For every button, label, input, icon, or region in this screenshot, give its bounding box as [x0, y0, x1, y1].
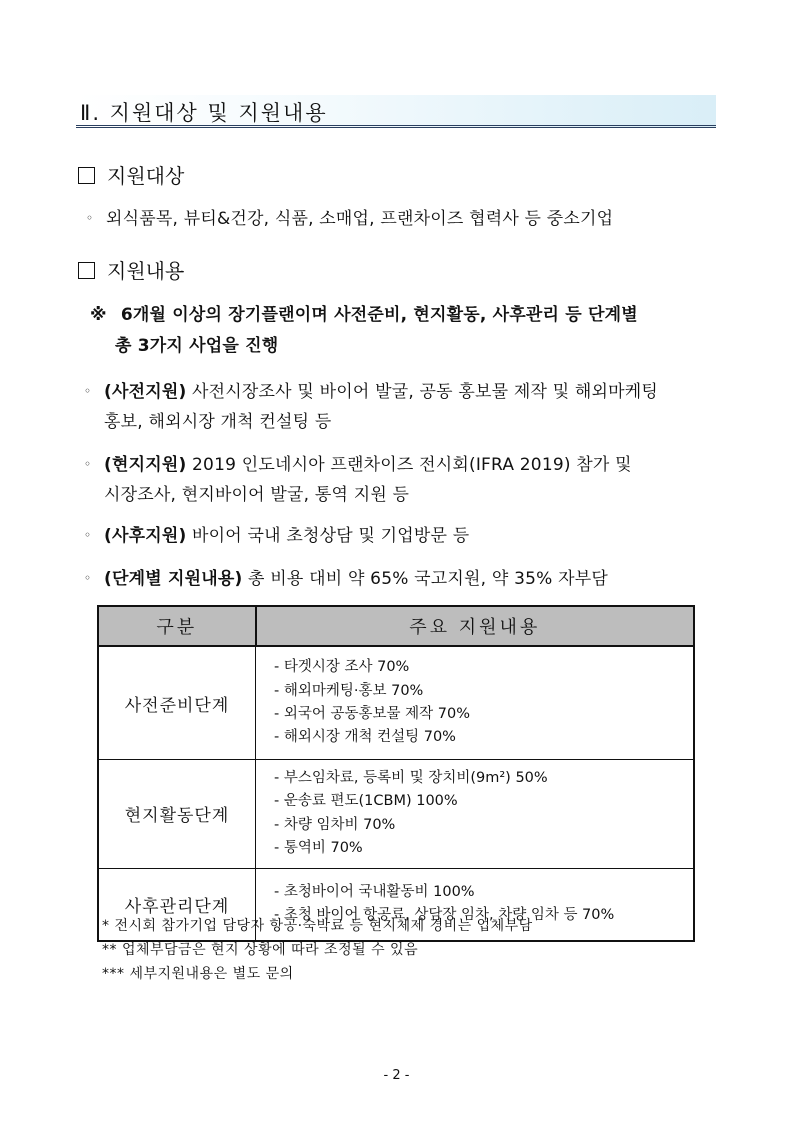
reference-mark: ※	[90, 305, 107, 325]
bullet-label: (사전지원)	[104, 382, 187, 402]
stage-cell: 사후관리단계	[98, 868, 256, 941]
bullet-text: 총 비용 대비 약 65% 국고지원, 약 35% 자부담	[242, 569, 608, 589]
bullet-icon: ◦	[84, 384, 92, 398]
targets-heading-text: 지원대상	[107, 164, 185, 188]
bullet-label: (사후지원)	[104, 526, 187, 546]
table-item: - 외국어 공동홍보물 제작 70%	[274, 706, 470, 722]
table-item: - 차량 임차비 70%	[274, 816, 396, 833]
list-item-continuation	[104, 480, 409, 505]
bullet-text: 시장조사, 현지바이어 발굴, 통역 지원 등	[104, 485, 410, 505]
table-row	[98, 760, 694, 869]
content-note-line2	[115, 331, 278, 356]
checkbox-icon	[78, 262, 95, 279]
bullet-label: (현지지원)	[104, 455, 187, 475]
table-item: - 초청 바이어 항공료, 상담장 임차, 차량 임차 등 70%	[274, 907, 615, 924]
bullet-icon: ◦	[84, 571, 92, 585]
table-item: - 통역비 70%	[274, 840, 363, 857]
bullet-icon: ◦	[84, 528, 92, 542]
support-table	[97, 605, 695, 942]
content-heading-text: 지원내용	[107, 259, 185, 283]
checkbox-icon	[78, 167, 95, 184]
note-text-1: 6개월 이상의 장기플랜이며 사전준비, 현지활동, 사후관리 등 단계별	[120, 305, 638, 325]
targets-item	[86, 204, 613, 229]
bullet-icon: ◦	[84, 457, 92, 471]
list-item	[84, 450, 632, 475]
bullet-text: 사전시장조사 및 바이어 발굴, 공동 홍보물 제작 및 해외마케팅	[186, 382, 659, 402]
content-heading	[78, 255, 184, 284]
table-header-row	[98, 606, 694, 646]
items-cell	[256, 646, 695, 760]
table-item: - 해외마케팅·홍보 70%	[274, 682, 424, 699]
footnote-1: * 전시회 참가기업 담당자 항공·숙박료 등 현지체제 경비는 업체부담	[102, 918, 533, 934]
stage-cell: 사전준비단계	[98, 646, 256, 760]
footnote-2: ** 업체부담금은 현지 상황에 따라 조정될 수 있음	[102, 942, 419, 958]
table-item: - 타겟시장 조사 70%	[274, 659, 410, 676]
table-row	[98, 646, 694, 760]
bullet-text: 2019 인도네시아 프랜차이즈 전시회(IFRA 2019) 참가 및	[186, 455, 632, 475]
stage-cell: 현지활동단계	[98, 760, 256, 869]
table-header-stage: 구분	[98, 606, 256, 646]
targets-heading	[78, 160, 184, 189]
bullet-icon: ◦	[86, 211, 94, 225]
bullet-label: (단계별 지원내용)	[104, 569, 243, 589]
table-item: - 운송료 편도(1CBM) 100%	[274, 793, 458, 810]
items-cell	[256, 760, 695, 869]
list-item	[84, 521, 469, 546]
bullet-text: 바이어 국내 초청상담 및 기업방문 등	[186, 526, 470, 546]
table-item: - 부스임차료, 등록비 및 장치비(9m²) 50%	[274, 770, 548, 786]
bullet-text: 홍보, 해외시장 개척 컨설팅 등	[104, 412, 332, 432]
list-item-continuation	[104, 407, 331, 432]
list-item	[84, 564, 608, 589]
table-item: - 초청바이어 국내활동비 100%	[274, 883, 475, 900]
page-number: - 2 -	[383, 1068, 410, 1083]
section-title-bar	[76, 95, 716, 128]
content-note-line1	[90, 300, 638, 325]
page-title: Ⅱ. 지원대상 및 지원내용	[80, 101, 328, 125]
note-text-2: 총 3가지 사업을 진행	[115, 336, 279, 356]
table-header-content: 주요 지원내용	[256, 606, 695, 646]
footnote-3: *** 세부지원내용은 별도 문의	[102, 966, 294, 982]
targets-item-text: 외식품목, 뷰티&건강, 식품, 소매업, 프랜차이즈 협력사 등 중소기업	[106, 209, 614, 229]
list-item	[84, 377, 658, 402]
table-item: - 해외시장 개척 컨설팅 70%	[274, 729, 456, 746]
